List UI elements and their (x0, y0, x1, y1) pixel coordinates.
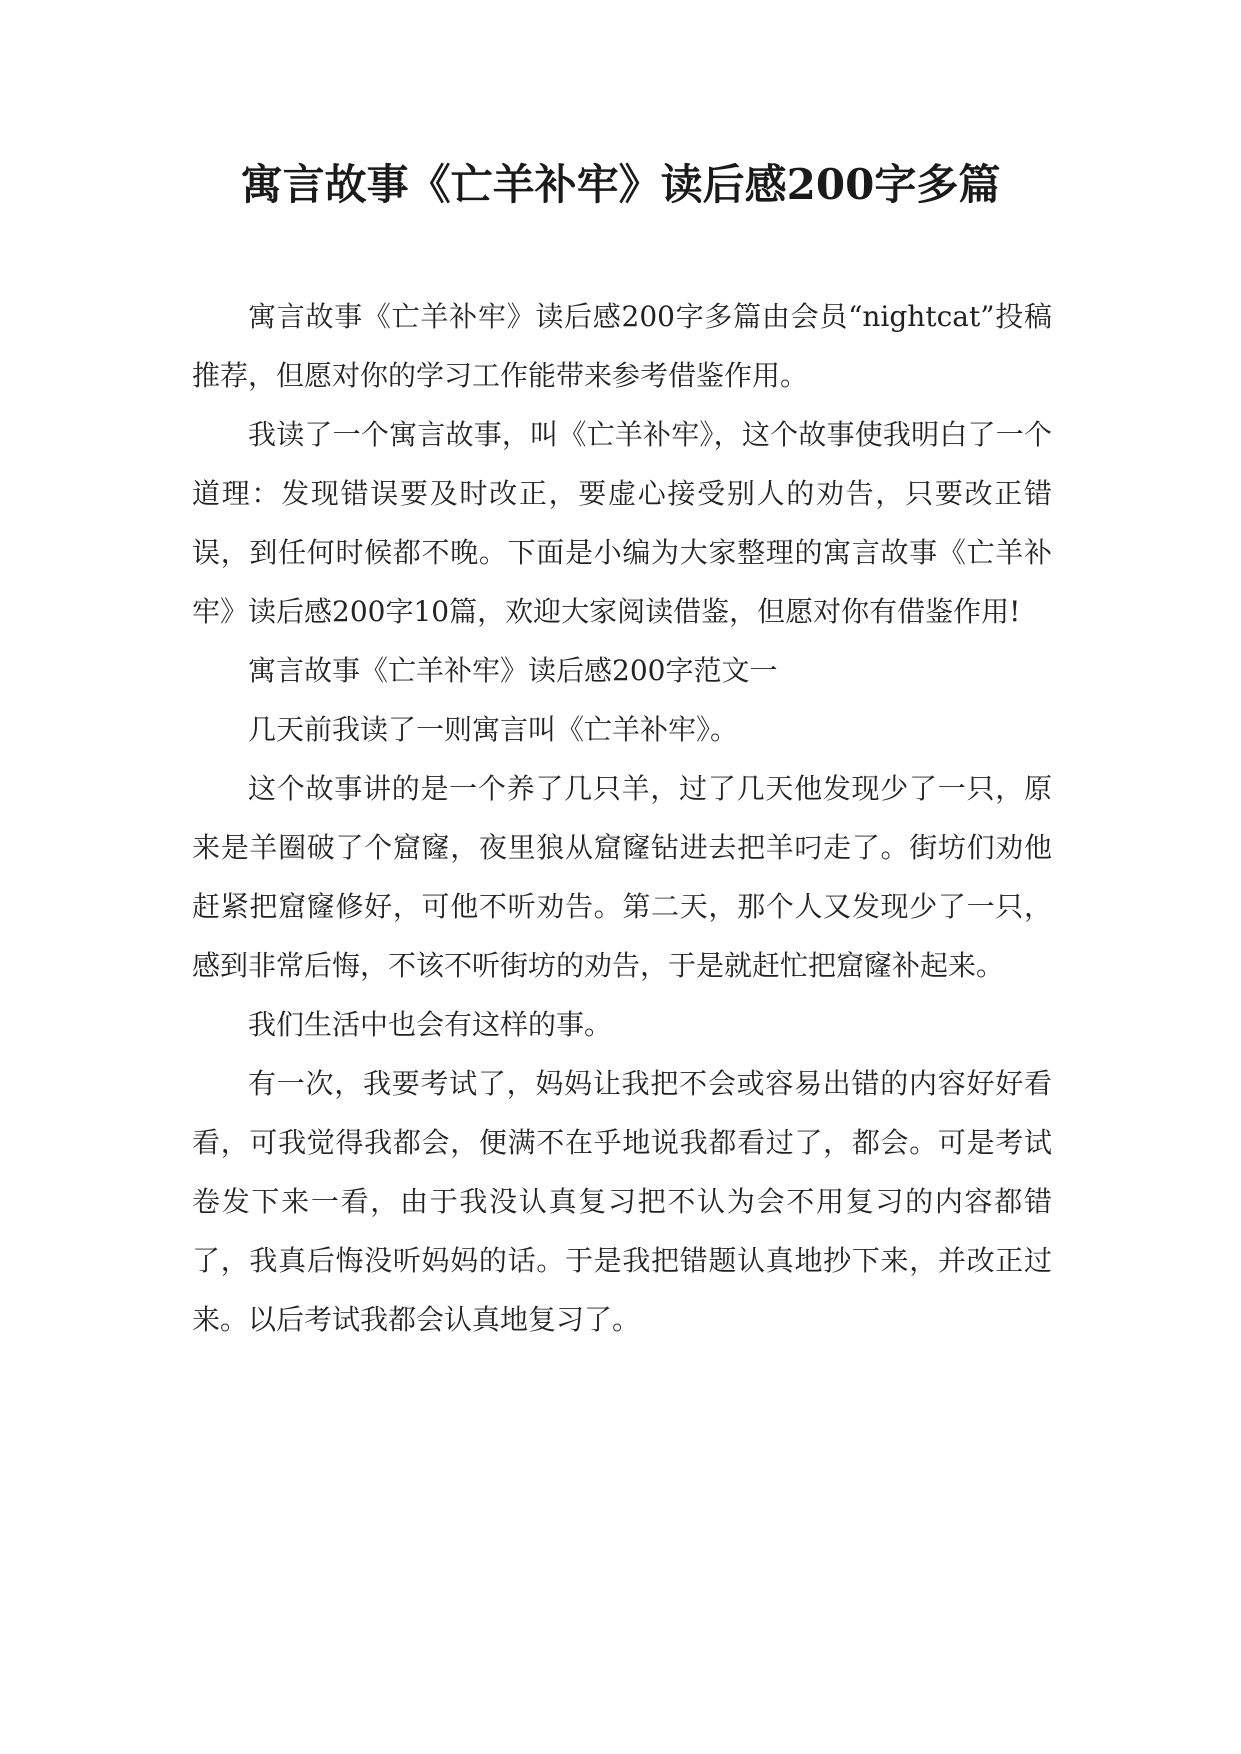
body-paragraph: 我们生活中也会有这样的事。 (248, 1008, 613, 1041)
body-paragraph: 几天前我读了一则寓言叫《亡羊补牢》。 (248, 713, 739, 746)
summary-paragraph: 我读了一个寓言故事，叫《亡羊补牢》，这个故事使我明白了一个道理：发现错误要及时改正，要虚心接受别人的劝告，只要改正错误，到任何时候都不晚。下面是小编为大家整理的寓言故事《亡羊补牢》读后感200字10篇，欢迎大家阅读借鉴，但愿对你有借鉴作用! (192, 418, 1052, 628)
intro-paragraph: 寓言故事《亡羊补牢》读后感200字多篇由会员“nightcat”投稿推荐，但愿对你的学习工作能带来参考借鉴作用。 (192, 300, 1052, 392)
section-heading: 寓言故事《亡羊补牢》读后感200字范文一 (248, 654, 778, 687)
document-title: 寓言故事《亡羊补牢》读后感200字多篇 (240, 160, 1001, 209)
body-paragraph: 这个故事讲的是一个养了几只羊，过了几天他发现少了一只，原来是羊圈破了个窟窿，夜里狼从窟窿钻进去把羊叼走了。街坊们劝他赶紧把窟窿修好，可他不听劝告。第二天，那个人又发现少了一只，感到非常后悔，不该不听街坊的劝告，于是就赶忙把窟窿补起来。 (192, 772, 1052, 982)
document-body (192, 287, 1052, 1349)
body-paragraph: 有一次，我要考试了，妈妈让我把不会或容易出错的内容好好看看，可我觉得我都会，便满不在乎地说我都看过了，都会。可是考试卷发下来一看，由于我没认真复习把不认为会不用复习的内容都错了，我真后悔没听妈妈的话。于是我把错题认真地抄下来，并改正过来。以后考试我都会认真地复习了。 (192, 1067, 1052, 1336)
